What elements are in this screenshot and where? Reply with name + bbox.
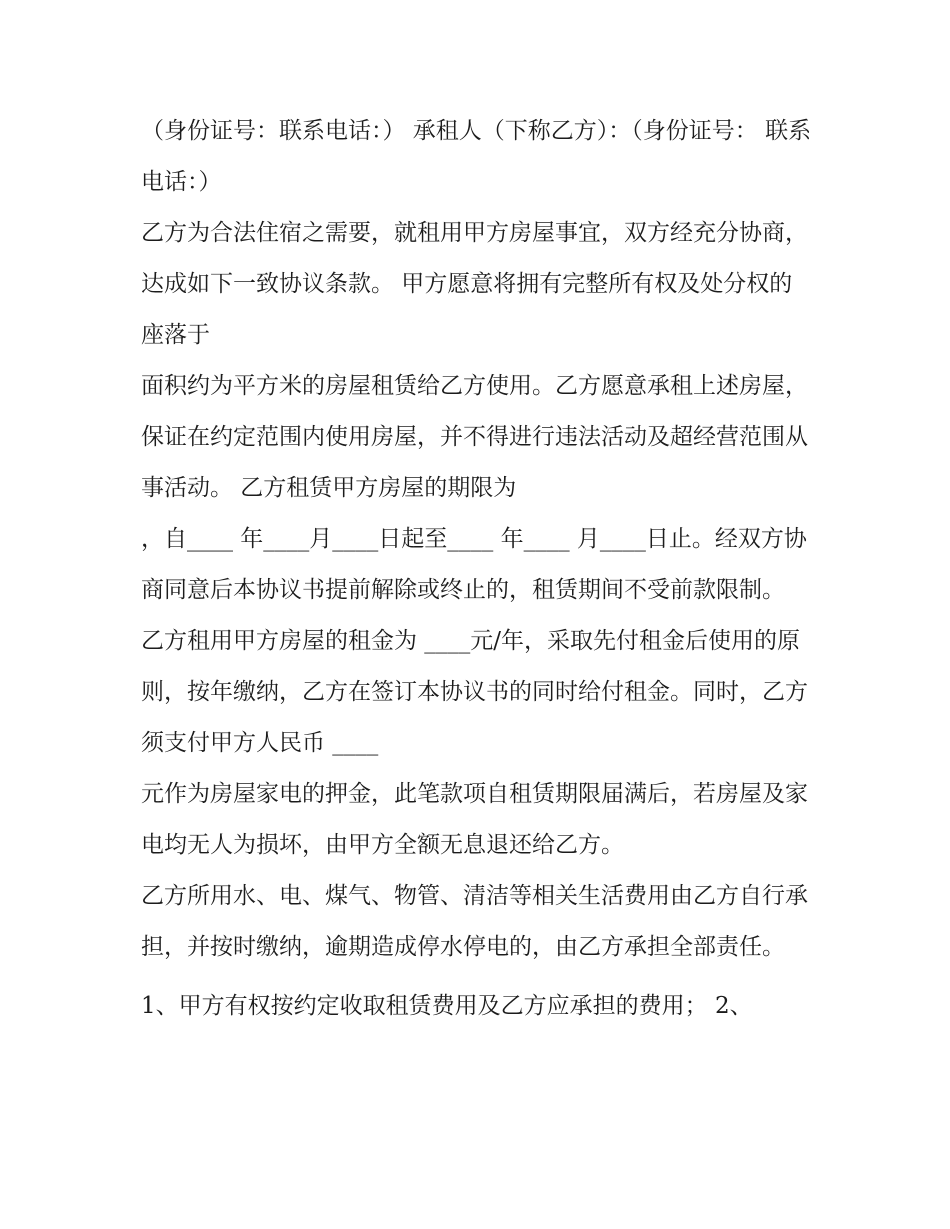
paragraph-purpose: 乙方为合法住宿之需要，就租用甲方房屋事宜，双方经充分协商，达成如下一致协议条款。 甲方愿意将拥有完整所有权及处分权的座落于 xyxy=(141,220,808,348)
paragraph-term: ，自____ 年____月____日起至____ 年____ 月____日止。经双方协商同意后本协议书提前解除或终止的，租赁期间不受前款限制。 xyxy=(141,526,807,603)
paragraph-rights: 1、甲方有权按约定收取租赁费用及乙方应承担的费用； 2、 xyxy=(141,993,753,1019)
paragraph-rent: 乙方租用甲方房屋的租金为 ____元/年，采取先付租金后使用的原则，按年缴纳，乙方在签订本协议书的同时给付租金。同时，乙方须支付甲方人民币 ____ xyxy=(141,628,808,756)
paragraph-deposit: 元作为房屋家电的押金，此笔款项自租赁期限届满后，若房屋及家电均无人为损坏，由甲方全额无息退还给乙方。 xyxy=(141,781,808,858)
paragraph-utilities: 乙方所用水、电、煤气、物管、清洁等相关生活费用由乙方自行承担，并按时缴纳，逾期造成停水停电的，由乙方承担全部责任。 xyxy=(141,883,808,960)
paragraph-area: 面积约为平方米的房屋租赁给乙方使用。乙方愿意承租上述房屋，保证在约定范围内使用房屋，并不得进行违法活动及超经营范围从事活动。 乙方租赁甲方房屋的期限为 xyxy=(141,373,808,501)
paragraph-parties: （身份证号：联系电话：） 承租人（下称乙方）：（身份证号： 联系电话：） xyxy=(141,118,812,195)
document-body xyxy=(141,106,813,1032)
paragraph-spacer xyxy=(141,973,813,981)
